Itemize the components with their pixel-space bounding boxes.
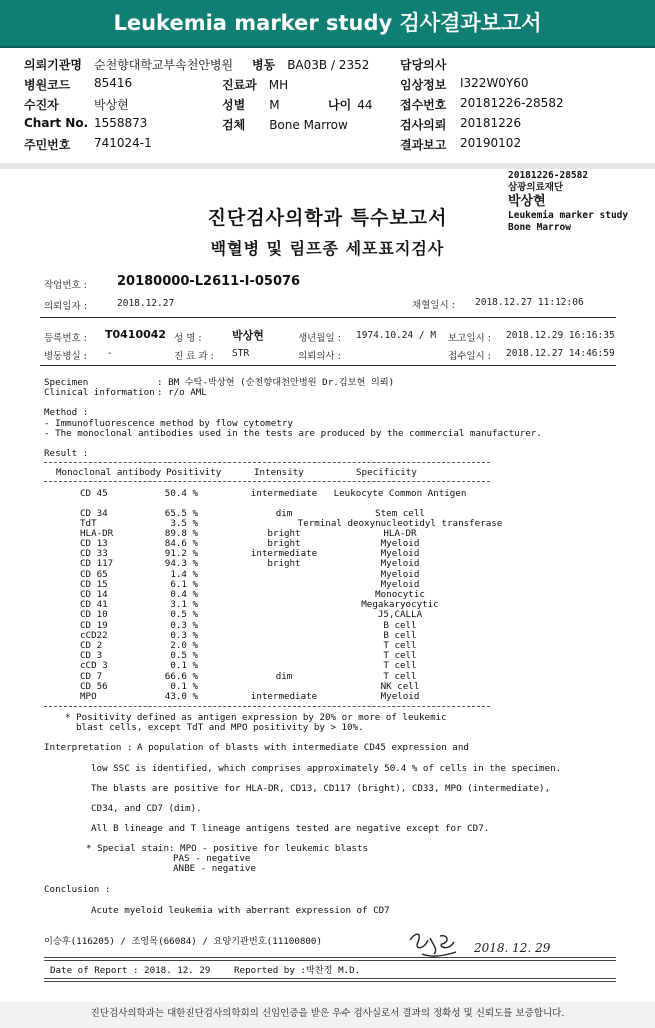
antibody-cell: CD 14 [80, 589, 108, 600]
positivity-cell: 6.1 % [170, 579, 198, 590]
antibody-cell: CD 41 [80, 599, 108, 610]
specificity-cell: T cell [383, 650, 417, 661]
positivity-cell: 2.0 % [170, 640, 198, 651]
positivity-cell: 0.5 % [170, 609, 198, 620]
report-rule-bottom [44, 978, 616, 982]
positivity-cell: 0.3 % [170, 620, 198, 631]
specificity-cell: Myeloid [380, 691, 420, 702]
section-divider [0, 163, 655, 169]
col1-label: 병원코드 [24, 78, 71, 92]
divider [40, 317, 616, 318]
interpretation-label: Interpretation : [44, 742, 133, 753]
specificity-cell: Myeloid [380, 548, 420, 559]
intensity-cell: intermediate [250, 691, 318, 702]
sex-info: 성별 M [222, 98, 280, 112]
specificity-cell: T cell [383, 640, 417, 651]
antibody-cell: CD 7 [80, 671, 103, 682]
table-top-rule [44, 462, 490, 463]
col-header-antibody: Monoclonal antibody [56, 467, 162, 478]
interpretation-line1: A population of blasts with intermediate CD45 expression and [137, 742, 469, 753]
req-date: 2018.12.27 [117, 298, 175, 309]
col3-value: 20181226 [460, 116, 522, 130]
age-info: 나이 44 [328, 98, 373, 112]
col3-label: 검사의뢰 [400, 118, 447, 132]
dept-info: 진료과 MH [222, 78, 289, 92]
specificity-cell: Monocytic [375, 589, 425, 600]
specificity-cell: Myeloid [380, 569, 420, 580]
intensity-cell: bright [267, 538, 301, 549]
footnote-line2: blast cells, except TdT and MPO positivity by > 10%. [76, 722, 364, 733]
col1-value: 1558873 [94, 116, 148, 130]
handwritten-signature-icon [404, 928, 554, 968]
dept-label: 진 료 과 : [174, 351, 214, 362]
specificity-cell: Stem cell [375, 508, 425, 519]
antibody-cell: TdT [80, 518, 97, 529]
antibody-cell: CD 33 [80, 548, 108, 559]
col1-value: 순천향대학교부속천안병원 [94, 58, 234, 72]
specificity-cell: B cell [383, 630, 417, 641]
special-stain-line1: * Special stain: MPO - positive for leukemic blasts [86, 843, 369, 854]
dept-value: STR [232, 348, 250, 359]
positivity-cell: 94.3 % [164, 558, 198, 569]
positivity-cell: 65.5 % [164, 508, 198, 519]
certification-footer: 진단검사의학과는 대한진단검사의학회의 신임인증을 받은 우수 검사실로서 결과의 정확성 및 신뢰도를 보증합니다. [90, 1008, 565, 1019]
date-of-report: Date of Report : 2018. 12. 29 [50, 965, 211, 976]
positivity-cell: 0.5 % [170, 650, 198, 661]
antibody-cell: CD 13 [80, 538, 108, 549]
doctor-label: 의뢰의사 : [298, 351, 341, 362]
special-stain-line2: PAS - negative [173, 853, 251, 864]
antibody-cell: CD 15 [80, 579, 108, 590]
antibody-cell: CD 19 [80, 620, 108, 631]
antibody-cell: CD 117 [80, 558, 114, 569]
conclusion-label: Conclusion : [44, 884, 111, 895]
dob: 1974.10.24 / M [356, 330, 437, 341]
positivity-cell: 3.5 % [170, 518, 198, 529]
stamp-accession: 20181226-28582 [508, 170, 589, 181]
method-line1: - Immunofluorescence method by flow cytometry [44, 418, 293, 429]
antibody-cell: CD 45 [80, 488, 108, 499]
positivity-cell: 50.4 % [164, 488, 198, 499]
clinical-value: : r/o AML [157, 387, 207, 398]
stamp-specimen: Bone Marrow [508, 222, 571, 233]
positivity-cell: 1.4 % [170, 569, 198, 580]
specificity-cell: J5,CALLA [377, 609, 423, 620]
reg-label: 등록번호 : [44, 333, 87, 344]
ward-label: 병동병실 : [44, 351, 87, 362]
receipt-time: 2018.12.27 14:46:59 [506, 348, 615, 359]
intensity-cell: dim [275, 508, 293, 519]
col-header-specificity: Specificity [356, 467, 417, 478]
report-time: 2018.12.29 16:16:35 [506, 330, 615, 341]
table-header-rule [44, 481, 490, 482]
positivity-cell: 84.6 % [164, 538, 198, 549]
ward-value: - [108, 348, 112, 359]
report-time-label: 보고일시 : [448, 333, 491, 344]
specificity-cell: Myeloid [380, 538, 420, 549]
intensity-cell: dim [275, 671, 293, 682]
reported-by: Reported by :박찬정 M.D. [234, 965, 361, 976]
col-header-intensity: Intensity [254, 467, 304, 478]
specificity-cell: T cell [383, 660, 417, 671]
antibody-cell: CD 56 [80, 681, 108, 692]
col-header-positivity: Positivity [166, 467, 222, 478]
positivity-cell: 43.0 % [164, 691, 198, 702]
positivity-cell: 0.1 % [170, 660, 198, 671]
antibody-cell: CD 34 [80, 508, 108, 519]
report-rule-top [44, 957, 616, 961]
table-bottom-rule [44, 706, 490, 707]
antibody-cell: cCD 3 [80, 660, 108, 671]
report-banner-title: Leukemia marker study 검사결과보고서 [0, 0, 655, 48]
specificity-cell: Megakaryocytic [361, 599, 439, 610]
conclusion-text: Acute myeloid leukemia with aberrant expression of CD7 [91, 905, 390, 916]
clinical-label: Clinical information [44, 387, 155, 398]
positivity-cell: 0.3 % [170, 630, 198, 641]
interpretation-line3: The blasts are positive for HLA-DR, CD13, CD117 (bright), CD33, MPO (intermediate), [91, 783, 551, 794]
antibody-cell: CD 3 [80, 650, 103, 661]
antibody-cell: MPO [80, 691, 97, 702]
patient-name: 박상현 [232, 329, 264, 342]
specificity-cell: Myeloid [380, 558, 420, 569]
interpretation-line2: low SSC is identified, which comprises approximately 50.4 % of cells in the specimen. [91, 763, 562, 774]
positivity-cell: 66.6 % [164, 671, 198, 682]
intensity-cell: bright [267, 558, 301, 569]
specificity-cell: Terminal deoxynucleotidyl transferase [297, 518, 503, 529]
antibody-cell: CD 65 [80, 569, 108, 580]
specificity-cell: HLA-DR [383, 528, 417, 539]
receipt-label: 접수일시 : [448, 351, 491, 362]
report-title: 진단검사의학과 특수보고서 [207, 207, 448, 229]
result-label: Result : [44, 448, 89, 459]
stamp-name: 박상현 [508, 194, 546, 209]
work-no: 20180000-L2611-I-05076 [117, 274, 301, 289]
col3-label: 임상정보 [400, 78, 447, 92]
col3-label: 담당의사 [400, 58, 447, 72]
intensity-cell: intermediate [250, 548, 318, 559]
footnote-line1: * Positivity defined as antigen expression by 20% or more of leukemic [65, 712, 447, 723]
positivity-cell: 0.4 % [170, 589, 198, 600]
stamp-test: Leukemia marker study [508, 210, 629, 221]
col3-value: 20190102 [460, 136, 522, 150]
specificity-cell: Myeloid [380, 579, 420, 590]
specificity-cell: B cell [383, 620, 417, 631]
specimen-info: 검체 Bone Marrow [222, 118, 348, 132]
name-label: 성 명 : [174, 333, 202, 344]
method-label: Method : [44, 407, 89, 418]
stamp-lab: 삼광의료재단 [508, 182, 564, 193]
antibody-cell: CD 10 [80, 609, 108, 620]
interpretation-line4: CD34, and CD7 (dim). [91, 803, 202, 814]
positivity-cell: 0.1 % [170, 681, 198, 692]
divider [40, 365, 616, 366]
antibody-cell: HLA-DR [80, 528, 114, 539]
specimen-label: Specimen [44, 377, 89, 388]
col1-label: 주민번호 [24, 138, 71, 152]
reg-no: T0410042 [105, 328, 167, 341]
positivity-cell: 89.8 % [164, 528, 198, 539]
col3-label: 결과보고 [400, 138, 447, 152]
method-line2: - The monoclonal antibodies used in the tests are produced by the commercial manufacturer. [44, 428, 542, 439]
signature-date: 2018. 12. 29 [474, 941, 551, 955]
dob-label: 생년월일 : [298, 333, 341, 344]
intensity-cell: intermediate [250, 488, 318, 499]
special-stain-line3: ANBE - negative [173, 863, 256, 874]
col1-label: 의뢰기관명 [24, 58, 82, 72]
draw-label: 채혈일시 : [412, 300, 455, 311]
specimen-value: : BM 수탁-박상현 (순천향대천안병원 Dr.김보현 의뢰) [157, 377, 395, 388]
specificity-cell: NK cell [380, 681, 420, 692]
signers-line: 이승후(116205) / 조영목(66084) / 요양기관번호(11100800) [44, 936, 322, 947]
intensity-cell: bright [267, 528, 301, 539]
col1-label: Chart No. [24, 116, 89, 130]
work-no-label: 작업번호 : [44, 280, 87, 291]
antibody-cell: cCD22 [80, 630, 108, 641]
specificity-cell: Leukocyte Common Antigen [333, 488, 467, 499]
antibody-cell: CD 2 [80, 640, 103, 651]
positivity-cell: 3.1 % [170, 599, 198, 610]
specificity-cell: T cell [383, 671, 417, 682]
col1-value: 741024-1 [94, 136, 152, 150]
report-subtitle: 백혈병 및 림프종 세포표지검사 [210, 239, 445, 258]
col1-value: 85416 [94, 76, 133, 90]
req-date-label: 의뢰일자 : [44, 301, 87, 312]
col3-label: 접수번호 [400, 98, 447, 112]
draw-time: 2018.12.27 11:12:06 [475, 297, 584, 308]
col1-value: 박상현 [94, 98, 129, 112]
positivity-cell: 91.2 % [164, 548, 198, 559]
col3-value: I322W0Y60 [460, 76, 529, 90]
ward-info: 병동 BA03B / 2352 [252, 58, 370, 72]
interpretation-line5: All B lineage and T lineage antigens tested are negative except for CD7. [91, 823, 490, 834]
col3-value: 20181226-28582 [460, 96, 564, 110]
col1-label: 수진자 [24, 98, 59, 112]
